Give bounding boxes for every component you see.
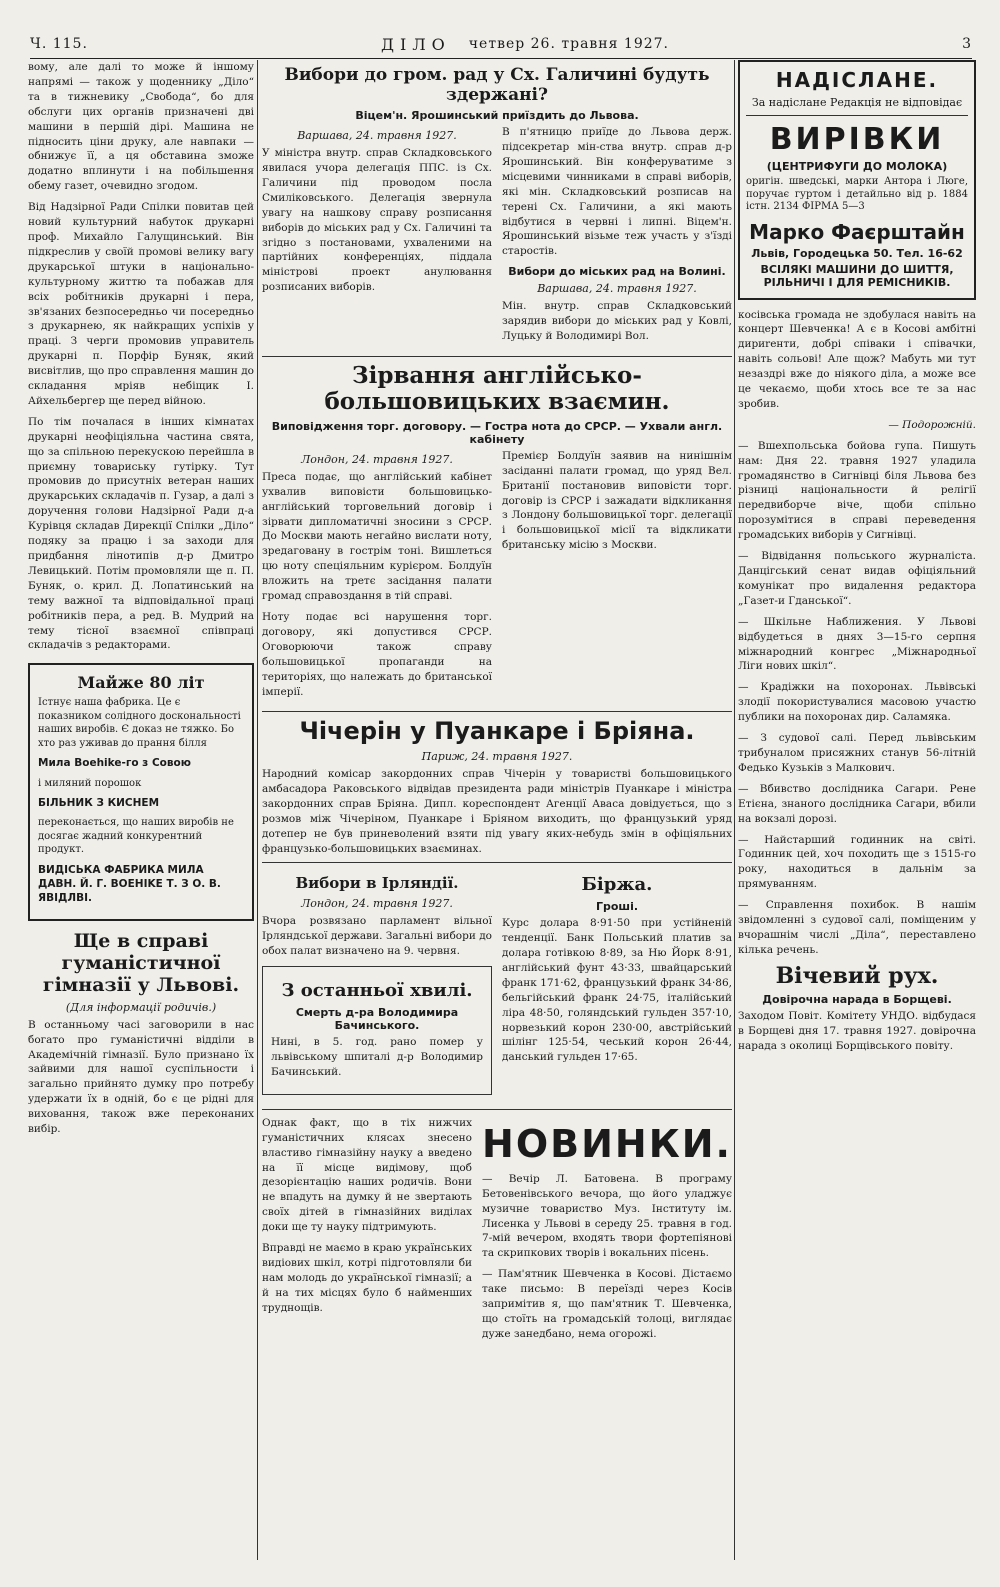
news-item: косівська громада не здобулася навіть на концерт Шевченка! А є в Косові амбітні дириrенти, добрі співаки і співачки, навіть сольові! Але щож? Мабуть ми тут незаздрі вже до ніякого діла, а може все це чекаємо, щоби хтось все те за нас зробив.	[738, 308, 976, 410]
news-item: — Справлення похибок. В нашім звідомленні з судової салі, поміщеним у вчорашнім числі „Діла“, переставлено кілька речень.	[738, 899, 976, 956]
news-item: — Відвідання польського журналіста. Данцігський сенат видав офіціяльний комунікат про видалення редактора „Газет-и Гданської“.	[738, 550, 976, 607]
article-headline: Зірвання англійсько-большовицьких взаємин.	[324, 361, 670, 416]
newspaper-title: ДІЛО	[380, 34, 451, 54]
ad-product: Мила Bоehike-го з Совою	[38, 757, 191, 770]
masthead-center	[381, 35, 669, 54]
text-column	[502, 869, 732, 1102]
rule	[262, 1109, 732, 1110]
right-column	[738, 60, 976, 1560]
paragraph: Премієр Болдуїн заявив на нинішнім засіданні палати громад, що уряд Вел. Британії постановив виповісти торг. договір із СРСР і зажадати відкликання з Лондону большовицької торг. делегації і большовицької місії та відкликати британську місію з Москви.	[502, 449, 732, 552]
article-headline: Ще в справі гуманістичної гімназії у Львові.	[42, 930, 240, 996]
section-subheadline: Довірочна нарада в Борщеві.	[762, 993, 952, 1007]
article-headline: Вибори в Ірляндії.	[295, 874, 459, 893]
breaking-news-box	[262, 966, 492, 1094]
news-item: — Пам'ятник Шевченка в Косові. Дістаємо таке письмо: В переїзді через Косів запримітив я, що пам'ятник Т. Шевченка, що стоїть на громадській толоці, виглядає дуже занедбано, нема огорожі.	[482, 1268, 732, 1340]
paragraph: Мін. внутр. справ Складковський зарядив вибори до міських рад у Ковлі, Луцьку й Володимирі Вол.	[502, 300, 732, 343]
ad-title: Майже 80 літ	[77, 673, 205, 693]
ad-headline: ВИРІВКИ	[769, 122, 945, 157]
ad-text: переконається, що наших виробів не досягає жадний конкурентний продукт.	[38, 817, 234, 856]
ad-text: Істнує наша фабрика. Це є показником солідного доскональності наших виробів. Є доказ не тяжко. Бо хто раз уживав до прання білля	[38, 697, 241, 749]
news-item: — Вшехпольська бойова гупа. Пишуть нам: Дня 22. травня 1927 уладила громадянство в Сигнівці біля Львова без різниці національности й релігії передвиборче віче, щоби спільно порозумітися в справі переведення громадських виборів у Сигнівці.	[738, 439, 976, 542]
text-column	[262, 449, 492, 706]
rule	[262, 711, 732, 712]
column-divider	[257, 60, 258, 1560]
article-headline: Біржа.	[581, 874, 653, 896]
article-subheadline: Смерть д-ра Володимира Бачинського.	[295, 1006, 459, 1033]
issue-date: четвер 26. травня 1927.	[468, 36, 669, 52]
paragraph: У міністра внутр. справ Складковського явилася учора делегація ППС. із Сх. Галичини під проводом посла Смиліковського. Делегація звернула увагу на нашкову справу розписання виборів до міських рад у Сх. Галичині та згідно з постановами, ухваленими на партійних конференціях, піддала міністрові проект анулювання розписаних виборів.	[262, 147, 492, 294]
article-headline: Вибори до гром. рад у Сх. Галичині будуть здержані?	[284, 65, 710, 105]
dateline: Париж, 24. травня 1927.	[421, 750, 573, 764]
ad-product: БІЛЬНИК З КИСНЕМ	[38, 797, 160, 810]
paragraph: Однак факт, що в тіх нижчих гуманістичних клясах знесено властиво гімназійну науку а введено на її місце видімову, щоб дезорієнтацію наших родичів. Вони не впадуть на думку й не звертають своїх дітей в гімназійних виділах доки ще ту науку підтримують.	[262, 1116, 473, 1234]
news-item: — Крадіжки на похоронах. Львівські злодії покористувалися масовою участю публики на похоронах дир. Саламяка.	[738, 681, 976, 724]
ad-tagline: ВСІЛЯКІ МАШИНИ ДО ШИТТЯ, РІЛЬНИЧІ І ДЛЯ РЕМІСНИКІВ.	[760, 262, 954, 289]
ad-company: ВИДІСЬКА ФАБРИКА МИЛА ДАВН. Й. Г. BOEHIKE Т. З О. В. ЯВІДЛВІ.	[38, 863, 221, 905]
article-subheadline: Віцем'н. Ярошинський приїздить до Львова.	[355, 109, 639, 123]
nadislane-box	[738, 60, 976, 300]
text-column	[482, 1116, 732, 1348]
text-column	[262, 869, 492, 1102]
column-divider	[734, 60, 735, 1560]
article-subheadline: Гроші.	[595, 900, 639, 914]
news-item: — Вбивство дослідника Сагари. Рене Етієна, знаного дослідника Сагари, вбили на вокзалі дорозі.	[738, 782, 976, 825]
ad-text: і миляний порошок	[38, 777, 142, 789]
article-subheadline: Виповідження торг. договору. — Гостра нота до СРСР. — Ухвали англ. кабінету	[271, 419, 723, 446]
news-section-title: НОВИНКИ.	[482, 1121, 732, 1166]
article-headline: З останньої хвилі.	[281, 980, 473, 1002]
dateline: Варшава, 24. травня 1927.	[297, 129, 457, 143]
left-column	[28, 60, 254, 1560]
advertisement	[28, 663, 254, 921]
two-column-block	[262, 869, 732, 1102]
article-headline: Чічерін у Пуанкаре і Бріяна.	[299, 717, 695, 746]
left-paragraph: Від Надзірної Ради Спілки повитав цей новий культурний набуток друкарні проф. Михайло Галущинський. Він підкреслив у своїй промові велику вагу друкарської штуки в національно-культурному життю та побажав для всіх робітників друкарні і пера, зв'язаних безпосередньо чи посередньо з друкарнею, як найкращих успіхів у праці. З черги промовив управитель друкарні п. Порфір Буняк, який висвітлив, що про справлення машин до складання мріяв небіщик І. Айхельбергер ще перед війною.	[28, 201, 254, 407]
dateline: Лондон, 24. травня 1927.	[301, 452, 453, 466]
paragraph: В п'ятницю приїде до Львова держ. підсекретар мін-ства внутр. справ д-р Ярошинський. Він конферуватиме з місцевими чинниками в справі виборів, які мін. Складковський розписав на терені Сх. Галичини, а які мають відбутися в червні і липні. Віцем'н. Ярошинський візьме теж участь у з'їзді старостів.	[502, 126, 732, 258]
page-number-left: Ч. 115.	[30, 36, 88, 52]
section-headline: Вічевий рух.	[775, 962, 939, 989]
dateline: Варшава, 24. травня 1927.	[537, 282, 697, 296]
signature: — Подорожній.	[888, 418, 976, 431]
news-item: — Найстарший годинник на світі. Годинник цей, хоч походить ще з 1515-го року, находиться в дальнім за прямуванням.	[738, 833, 976, 891]
paragraph: Народний комісар закордонних справ Чічерін у товаристві большовицького амбасадора Раковського відвідав президента ради міністрів Пуанкаре і міністра закордонних справ Бріяна. Дипл. кореспондент Агенції Аваса довідується, що з розмов між Чічеріном, Пуанкаре і Бріяном виходить, що французький уряд дотепер не був приневолений взяти під увагу яких-небудь змін в офіціяльних французько-большовицьких взаєминах.	[262, 768, 732, 855]
news-item: — Вечір Л. Батовена. В програму Бетовенівського вечора, що його уладжує музичне товариство Муз. Інституту ім. Лисенка у Львові в середу 25. травня в год. 7-мій вечером, входять твори фортепіянові та скрипкових творів і вокальних пісень.	[482, 1172, 732, 1260]
left-paragraph: По тім почалася в інших кімнатах друкарні неофіціяльна частина свята, що за спільною перекускою перейшла в приємну товариську гутірку. Тут промовив до присутніх ветеран наших друкарських складачів п. Гузар, а далі з доручення голови Надзірної Ради д-а Курівця складав Дирекції Спілки „Діло“ подяку за працю і за заходи для придбання лінотипів д-р Дмитро Левицький. Потім промовляли ще п. П. Буняк, о. крил. Д. Лопатинський на тему важної та відповідальної праці робітників пера, a ред. В. Мудрий на тему тісної взаємної співпраці складачів з редакторами.	[28, 415, 254, 652]
nadislane-title: НАДІСЛАНЕ.	[775, 68, 939, 92]
paragraph: Ноту подає всі нарушення торг. договору, які допустився СРСР. Оговорюючи також справу большовицької пропаганди на територіях, що належать до британської імперії.	[262, 611, 492, 698]
masthead	[30, 30, 972, 59]
paragraph: Вправді не маємо в краю українських видіових шкіл, котрі підготовляли би нам молодь до української гімназії; а й на тих місцях було б найменших труднощів.	[262, 1242, 473, 1314]
paragraph: Преса подає, що англійський кабінет ухвалив виповісти большовицько-англійський торговельний договір і зірвати дипломатичні зносини з СРСР. До Москви мають негайно вислати ноту, зредаговану в гострім тоні. Вишлеться цю ноту спеціяльним курієром. Болдуїн вложить на третє засідання палати громад справоздання в тій справі.	[262, 470, 492, 603]
news-item: — Шкільне Наближения. У Львові відбудеться в днях 3—15-го серпня міжнародний конгрес „Міжнародньої Ліги нових шкіл“.	[738, 615, 976, 673]
text-column	[502, 125, 732, 350]
nadislane-subtitle: За надіслане Редакція не відповідає	[751, 96, 963, 109]
article-subheadline: (Для інформації родичів.)	[65, 1000, 217, 1014]
rule	[746, 115, 968, 116]
text-column	[262, 125, 492, 350]
ad-subheadline: (ЦЕНТРИФУГИ ДО МОЛОКА)	[766, 160, 948, 173]
ad-company: Марко Фаєрштайн	[749, 219, 965, 244]
text-column	[502, 449, 732, 706]
page-number-right: 3	[962, 36, 972, 52]
paragraph: Вчора розвязано парламент вільної Ірляндської держави. Загальні вибори до обох палат визначено на 9. червня.	[262, 914, 492, 957]
left-paragraph: вому, але далі то може й іншому напрямі — також у щоденнику „Діло“ та в тижневику „Свобода“, бо для обслуги цих органів призначені дві машини в першій дірі. Машина не підносить ціни друку, але навпаки — обнижує її, а ця обставина зможе додатно вплинути і на побільшення обему газет, очевидно згодом.	[28, 61, 254, 193]
two-column-block	[262, 449, 732, 706]
news-item: Заходом Повіт. Комітету УНДО. відбудася в Борщеві дня 17. травня 1927. довірочна нарада з околиці Борщівського повіту.	[738, 1010, 976, 1052]
ad-text: оригін. шведські, марки Антора і Люге, поручає гуртом і детайльно від р. 1884 істн. 2134 ФІРМА 5—3	[746, 176, 968, 212]
rule	[262, 356, 732, 357]
rule	[262, 862, 732, 863]
two-column-block	[262, 125, 732, 350]
news-item: — З судової салі. Перед львівським трибуналом присяжних станув 56-літній Федько Кузьків з Малкович.	[738, 732, 976, 774]
section-subheadline: Вибори до міських рад на Волині.	[508, 265, 726, 279]
text-column	[262, 1116, 472, 1348]
dateline: Лондон, 24. травня 1927.	[301, 896, 453, 910]
two-column-block	[262, 1116, 732, 1348]
paragraph: Нині, в 5. год. рано помер у львівському шпиталі д-р Володимир Бачинський.	[271, 1036, 483, 1078]
ad-address: Львів, Городецька 50. Тел. 16-62	[751, 246, 963, 260]
middle-column	[262, 60, 732, 1560]
left-paragraph: В останньому часі заговорили в нас богато про гуманістичні відділи в Академічній гімназії. Було признано їх зайвими для нашої суспільности і загально прийнято думку про потребу удержати їх в одній, бо є це рідні для виховання, також вже переконаних вибір.	[28, 1018, 254, 1136]
paragraph: Курс долара 8·91·50 при устійненій тенденції. Банк Польський платив за долара готівкою 8·89, за Ню Йорк 8·91, англійський фунт 43·33, швайцарський франк 171·62, французький франк 34·86, бельгійський франк 24·75, італійський ліра 48·50, голяндський гульден 357·10, норвезький корон 230·00, австрійський шілінг 125·54, чеський корон 26·44, данський гульден 17·65.	[502, 917, 732, 1064]
